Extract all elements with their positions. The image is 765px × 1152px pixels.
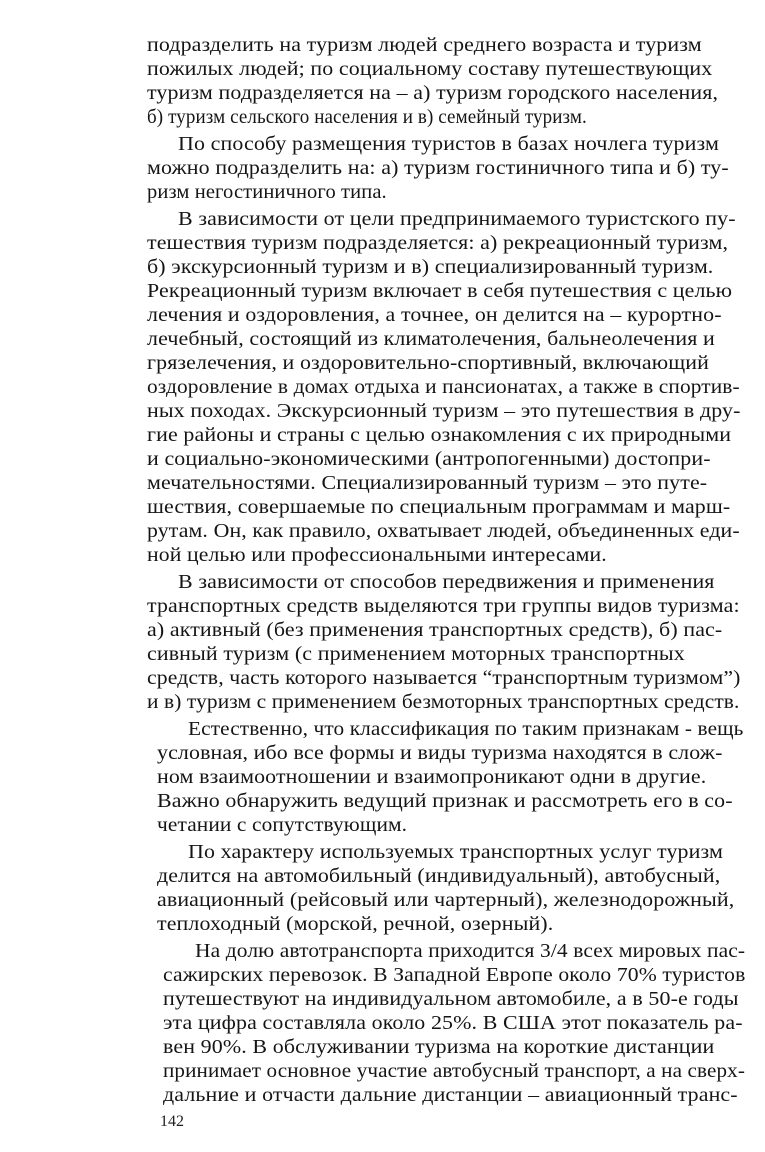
text-line: средств, часть которого называется “транспортным туризмом”) bbox=[147, 668, 741, 689]
text-line: гие районы и страны с целью ознакомления с их природными bbox=[147, 425, 732, 446]
text-line: На долю автотранспорта приходится 3/4 всех мировых пас- bbox=[195, 941, 746, 962]
text-line: б) туризм сельского населения и в) семейный туризм. bbox=[147, 107, 587, 128]
text-line: По характеру используемых транспортных услуг туризм bbox=[188, 842, 723, 863]
text-line: Важно обнаружить ведущий признак и рассмотреть его в со- bbox=[157, 791, 733, 812]
text-line: тешествия туризм подразделяется: а) рекреационный туризм, bbox=[147, 233, 729, 254]
text-line: лечения и оздоровления, а точнее, он делится на – курортно- bbox=[147, 305, 722, 326]
text-line: можно подразделить на: а) туризм гостиничного типа и б) ту- bbox=[147, 158, 729, 179]
text-line: рутам. Он, как правило, охватывает людей, объединенных еди- bbox=[147, 521, 740, 542]
text-line: ризм негостиничного типа. bbox=[147, 182, 387, 203]
text-line: и социально-экономическими (антропогенными) достопри- bbox=[147, 449, 711, 470]
text-line: б) экскурсионный туризм и в) специализированный туризм. bbox=[147, 257, 714, 278]
text-line: принимает основное участие автобусный транспорт, а на сверх- bbox=[163, 1061, 746, 1082]
text-line: эта цифра составляла около 25%. В США этот показатель ра- bbox=[163, 1013, 743, 1034]
text-line: ной целью или профессиональными интересами. bbox=[147, 545, 607, 566]
text-line: Рекреационный туризм включает в себя путешествия с целью bbox=[147, 281, 733, 302]
text-line: сажирских перевозок. В Западной Европе около 70% туристов bbox=[163, 965, 746, 986]
text-line: ном взаимоотношении и взаимопроникают одни в другие. bbox=[157, 767, 707, 788]
text-line: делится на автомобильный (индивидуальный), автобусный, bbox=[157, 866, 721, 887]
text-line: В зависимости от способов передвижения и применения bbox=[178, 572, 715, 593]
text-line: сивный туризм (с применением моторных транспортных bbox=[147, 644, 685, 665]
text-line: мечательностями. Специализированный туризм – это путе- bbox=[147, 473, 708, 494]
text-line: путешествуют на индивидуальном автомобиле, а в 50-е годы bbox=[163, 989, 739, 1010]
text-line: пожилых людей; по социальному составу путешествующих bbox=[147, 59, 713, 80]
text-line: грязелечения, и оздоровительно-спортивный, включающий bbox=[147, 353, 710, 374]
text-line: По способу размещения туристов в базах ночлега туризм bbox=[178, 134, 719, 155]
text-line: авиационный (рейсовый или чартерный), железнодорожный, bbox=[157, 890, 735, 911]
text-line: а) активный (без применения транспортных средств), б) пас- bbox=[147, 620, 723, 641]
text-line: условная, ибо все формы и виды туризма находятся в слож- bbox=[157, 743, 723, 764]
text-line: и в) туризм с применением безмоторных транспортных средств. bbox=[147, 692, 740, 713]
text-line: туризм подразделяется на – а) туризм городского населения, bbox=[147, 83, 719, 104]
page-number: 142 bbox=[160, 1113, 184, 1130]
text-line: В зависимости от цели предпринимаемого туристского пу- bbox=[178, 209, 736, 230]
text-line: вен 90%. В обслуживании туризма на короткие дистанции bbox=[163, 1037, 715, 1058]
text-line: транспортных средств выделяются три группы видов туризма: bbox=[147, 596, 740, 617]
text-line: дальние и отчасти дальние дистанции – авиационный транс- bbox=[163, 1085, 738, 1106]
text-line: ных походах. Экскурсионный туризм – это путешествия в дру- bbox=[147, 401, 741, 422]
text-line: лечебный, состоящий из климатолечения, бальнеолечения и bbox=[147, 329, 715, 350]
text-line: Естественно, что классификация по таким признакам - вещь bbox=[188, 719, 744, 740]
text-line: оздоровление в домах отдыха и пансионатах, а также в спортив- bbox=[147, 377, 740, 398]
text-line: теплоходный (морской, речной, озерный). bbox=[157, 914, 554, 935]
text-line: шествия, совершаемые по специальным программам и марш- bbox=[147, 497, 731, 518]
text-line: четании с сопутствующим. bbox=[157, 815, 408, 836]
text-line: подразделить на туризм людей среднего возраста и туризм bbox=[147, 35, 702, 56]
